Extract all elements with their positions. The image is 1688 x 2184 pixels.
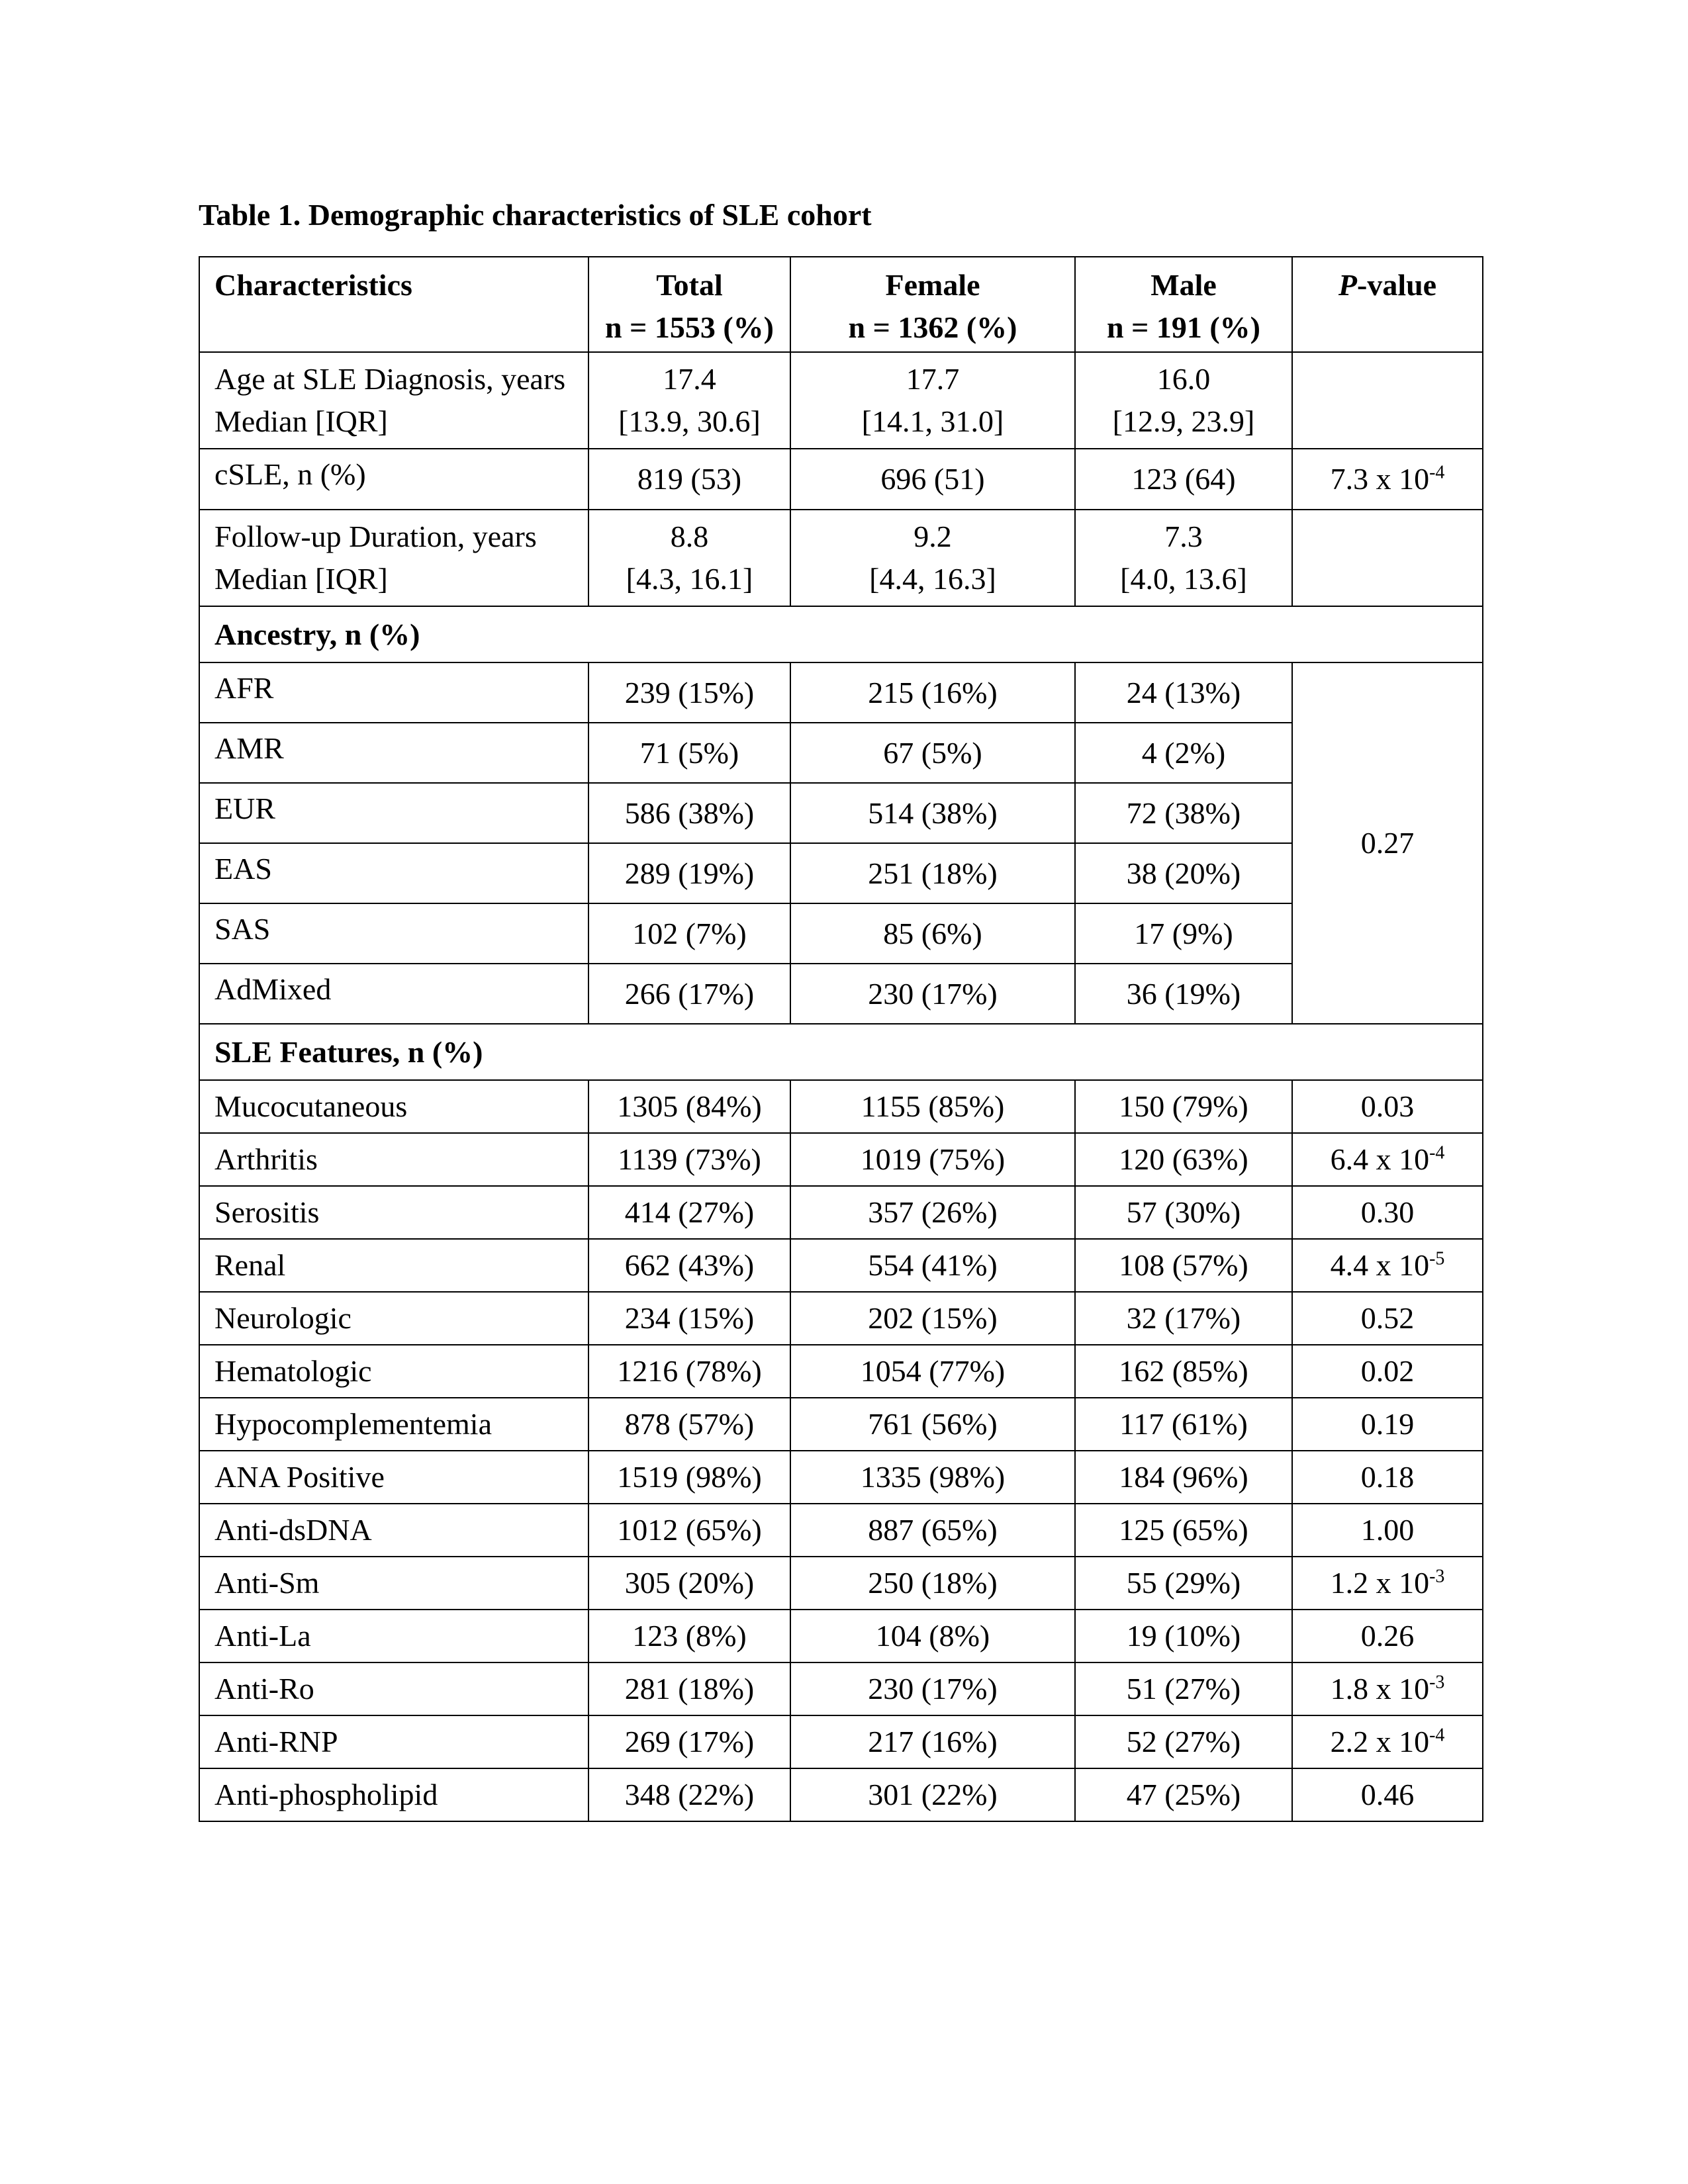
feature-pvalue-base: 6.4 x 10	[1330, 1142, 1430, 1176]
feature-pvalue-exponent: -4	[1429, 1725, 1445, 1746]
ancestry-label: SAS	[199, 903, 588, 964]
feature-label: Renal	[199, 1239, 588, 1292]
ancestry-female: 85 (6%)	[790, 903, 1075, 964]
ancestry-female: 251 (18%)	[790, 843, 1075, 903]
feature-female: 1335 (98%)	[790, 1451, 1075, 1504]
feature-label: Hematologic	[199, 1345, 588, 1398]
ancestry-label: EUR	[199, 783, 588, 843]
feature-female: 202 (15%)	[790, 1292, 1075, 1345]
header-total	[588, 257, 790, 352]
feature-pvalue-base: 1.00	[1360, 1513, 1415, 1547]
header-male-n: n = 191 (%)	[1107, 310, 1260, 344]
followup-total	[588, 510, 790, 606]
csle-row	[199, 449, 1483, 510]
feature-male: 162 (85%)	[1075, 1345, 1292, 1398]
feature-pvalue-base: 0.19	[1360, 1407, 1415, 1441]
table-title: Table 1. Demographic characteristics of SLE cohort	[199, 198, 872, 232]
feature-pvalue	[1292, 1557, 1483, 1610]
feature-pvalue-base: 0.52	[1360, 1301, 1415, 1335]
feature-pvalue-base: 0.03	[1360, 1089, 1415, 1123]
header-row	[199, 257, 1483, 352]
feature-total: 1139 (73%)	[588, 1133, 790, 1186]
ancestry-row	[199, 903, 1483, 964]
ancestry-female: 230 (17%)	[790, 964, 1075, 1024]
feature-pvalue-base: 2.2 x 10	[1330, 1725, 1430, 1758]
feature-female: 104 (8%)	[790, 1610, 1075, 1662]
age-label-line2: Median [IQR]	[214, 404, 388, 438]
followup-male	[1075, 510, 1292, 606]
feature-male: 150 (79%)	[1075, 1080, 1292, 1133]
feature-pvalue-exponent: -4	[1429, 1142, 1445, 1163]
feature-pvalue	[1292, 1292, 1483, 1345]
feature-male: 55 (29%)	[1075, 1557, 1292, 1610]
feature-pvalue-exponent: -3	[1429, 1566, 1445, 1587]
header-total-n: n = 1553 (%)	[605, 310, 774, 344]
feature-label: Hypocomplementemia	[199, 1398, 588, 1451]
feature-female: 357 (26%)	[790, 1186, 1075, 1239]
age-female-iqr: [14.1, 31.0]	[861, 404, 1004, 438]
header-male-label: Male	[1150, 268, 1217, 302]
feature-pvalue	[1292, 1504, 1483, 1557]
feature-pvalue-exponent: -5	[1429, 1248, 1445, 1269]
feature-total: 878 (57%)	[588, 1398, 790, 1451]
feature-total: 305 (20%)	[588, 1557, 790, 1610]
followup-label-line1: Follow-up Duration, years	[214, 520, 537, 553]
features-body	[199, 1080, 1483, 1821]
csle-female: 696 (51)	[790, 449, 1075, 510]
age-female	[790, 352, 1075, 449]
feature-pvalue-base: 0.02	[1360, 1354, 1415, 1388]
ancestry-row	[199, 964, 1483, 1024]
feature-total: 281 (18%)	[588, 1662, 790, 1715]
feature-row	[199, 1345, 1483, 1398]
ancestry-label: EAS	[199, 843, 588, 903]
feature-total: 414 (27%)	[588, 1186, 790, 1239]
followup-pvalue	[1292, 510, 1483, 606]
followup-male-iqr: [4.0, 13.6]	[1120, 562, 1247, 596]
feature-male: 125 (65%)	[1075, 1504, 1292, 1557]
ancestry-male: 4 (2%)	[1075, 723, 1292, 783]
feature-pvalue	[1292, 1080, 1483, 1133]
features-heading: SLE Features, n (%)	[199, 1024, 1483, 1080]
feature-pvalue-base: 1.2 x 10	[1330, 1566, 1430, 1600]
followup-female-median: 9.2	[914, 520, 952, 553]
header-pvalue-rest: -value	[1357, 268, 1437, 302]
feature-pvalue-base: 0.26	[1360, 1619, 1415, 1653]
feature-pvalue	[1292, 1768, 1483, 1821]
ancestry-total: 239 (15%)	[588, 662, 790, 723]
ancestry-total: 71 (5%)	[588, 723, 790, 783]
feature-row	[199, 1715, 1483, 1768]
followup-label-line2: Median [IQR]	[214, 562, 388, 596]
ancestry-label: AMR	[199, 723, 588, 783]
csle-male: 123 (64)	[1075, 449, 1292, 510]
feature-male: 52 (27%)	[1075, 1715, 1292, 1768]
feature-total: 269 (17%)	[588, 1715, 790, 1768]
feature-male: 117 (61%)	[1075, 1398, 1292, 1451]
feature-total: 1519 (98%)	[588, 1451, 790, 1504]
feature-pvalue	[1292, 1345, 1483, 1398]
age-row	[199, 352, 1483, 449]
ancestry-section-row	[199, 606, 1483, 662]
feature-pvalue	[1292, 1186, 1483, 1239]
feature-male: 57 (30%)	[1075, 1186, 1292, 1239]
ancestry-pvalue: 0.27	[1292, 662, 1483, 1024]
feature-pvalue	[1292, 1662, 1483, 1715]
feature-female: 301 (22%)	[790, 1768, 1075, 1821]
feature-male: 51 (27%)	[1075, 1662, 1292, 1715]
age-label	[199, 352, 588, 449]
followup-row	[199, 510, 1483, 606]
ancestry-male: 72 (38%)	[1075, 783, 1292, 843]
age-male-iqr: [12.9, 23.9]	[1112, 404, 1255, 438]
ancestry-female: 67 (5%)	[790, 723, 1075, 783]
ancestry-label: AFR	[199, 662, 588, 723]
feature-label: Mucocutaneous	[199, 1080, 588, 1133]
ancestry-total: 586 (38%)	[588, 783, 790, 843]
header-pvalue-italic: P	[1338, 268, 1357, 302]
followup-male-median: 7.3	[1164, 520, 1203, 553]
feature-female: 554 (41%)	[790, 1239, 1075, 1292]
header-female	[790, 257, 1075, 352]
feature-row	[199, 1557, 1483, 1610]
feature-female: 761 (56%)	[790, 1398, 1075, 1451]
feature-female: 217 (16%)	[790, 1715, 1075, 1768]
feature-male: 19 (10%)	[1075, 1610, 1292, 1662]
followup-total-iqr: [4.3, 16.1]	[626, 562, 753, 596]
ancestry-total: 266 (17%)	[588, 964, 790, 1024]
header-characteristics: Characteristics	[199, 257, 588, 352]
feature-total: 1012 (65%)	[588, 1504, 790, 1557]
feature-total: 234 (15%)	[588, 1292, 790, 1345]
feature-pvalue	[1292, 1239, 1483, 1292]
feature-female: 1019 (75%)	[790, 1133, 1075, 1186]
feature-row	[199, 1133, 1483, 1186]
feature-female: 887 (65%)	[790, 1504, 1075, 1557]
feature-label: Serositis	[199, 1186, 588, 1239]
feature-female: 1054 (77%)	[790, 1345, 1075, 1398]
csle-pvalue-exponent: -4	[1429, 462, 1445, 483]
feature-row	[199, 1451, 1483, 1504]
feature-row	[199, 1504, 1483, 1557]
feature-total: 123 (8%)	[588, 1610, 790, 1662]
feature-row	[199, 1398, 1483, 1451]
feature-label: Anti-Ro	[199, 1662, 588, 1715]
feature-pvalue-base: 4.4 x 10	[1330, 1248, 1430, 1282]
feature-female: 230 (17%)	[790, 1662, 1075, 1715]
header-total-label: Total	[656, 268, 723, 302]
feature-row	[199, 1239, 1483, 1292]
feature-male: 32 (17%)	[1075, 1292, 1292, 1345]
feature-pvalue	[1292, 1610, 1483, 1662]
feature-pvalue	[1292, 1715, 1483, 1768]
feature-pvalue-base: 0.46	[1360, 1778, 1415, 1811]
age-total-median: 17.4	[663, 362, 716, 396]
feature-label: Anti-La	[199, 1610, 588, 1662]
feature-label: Anti-phospholipid	[199, 1768, 588, 1821]
feature-label: Anti-RNP	[199, 1715, 588, 1768]
ancestry-male: 36 (19%)	[1075, 964, 1292, 1024]
header-pvalue	[1292, 257, 1483, 352]
feature-pvalue	[1292, 1133, 1483, 1186]
followup-label	[199, 510, 588, 606]
feature-male: 184 (96%)	[1075, 1451, 1292, 1504]
feature-pvalue-base: 0.30	[1360, 1195, 1415, 1229]
age-total-iqr: [13.9, 30.6]	[618, 404, 761, 438]
feature-female: 250 (18%)	[790, 1557, 1075, 1610]
feature-total: 1216 (78%)	[588, 1345, 790, 1398]
feature-total: 662 (43%)	[588, 1239, 790, 1292]
age-male-median: 16.0	[1156, 362, 1211, 396]
feature-male: 108 (57%)	[1075, 1239, 1292, 1292]
header-male	[1075, 257, 1292, 352]
ancestry-row	[199, 783, 1483, 843]
header-female-label: Female	[885, 268, 980, 302]
ancestry-male: 38 (20%)	[1075, 843, 1292, 903]
ancestry-total: 289 (19%)	[588, 843, 790, 903]
csle-pvalue	[1292, 449, 1483, 510]
ancestry-row	[199, 662, 1483, 723]
feature-row	[199, 1186, 1483, 1239]
age-total	[588, 352, 790, 449]
ancestry-female: 215 (16%)	[790, 662, 1075, 723]
demographics-table	[199, 256, 1483, 1822]
age-pvalue	[1292, 352, 1483, 449]
csle-label: cSLE, n (%)	[199, 449, 588, 510]
ancestry-total: 102 (7%)	[588, 903, 790, 964]
age-male	[1075, 352, 1292, 449]
followup-female-iqr: [4.4, 16.3]	[869, 562, 996, 596]
ancestry-row	[199, 723, 1483, 783]
feature-label: Arthritis	[199, 1133, 588, 1186]
header-female-n: n = 1362 (%)	[848, 310, 1017, 344]
ancestry-row	[199, 843, 1483, 903]
age-label-line1: Age at SLE Diagnosis, years	[214, 362, 566, 396]
feature-row	[199, 1768, 1483, 1821]
feature-male: 47 (25%)	[1075, 1768, 1292, 1821]
ancestry-heading: Ancestry, n (%)	[199, 606, 1483, 662]
feature-pvalue	[1292, 1451, 1483, 1504]
ancestry-label: AdMixed	[199, 964, 588, 1024]
feature-pvalue	[1292, 1398, 1483, 1451]
feature-label: Anti-Sm	[199, 1557, 588, 1610]
age-female-median: 17.7	[906, 362, 960, 396]
feature-row	[199, 1610, 1483, 1662]
feature-total: 1305 (84%)	[588, 1080, 790, 1133]
ancestry-male: 24 (13%)	[1075, 662, 1292, 723]
feature-label: ANA Positive	[199, 1451, 588, 1504]
features-section-row	[199, 1024, 1483, 1080]
feature-row	[199, 1292, 1483, 1345]
feature-row	[199, 1080, 1483, 1133]
feature-total: 348 (22%)	[588, 1768, 790, 1821]
followup-total-median: 8.8	[670, 520, 709, 553]
feature-pvalue-base: 1.8 x 10	[1330, 1672, 1430, 1706]
ancestry-male: 17 (9%)	[1075, 903, 1292, 964]
feature-pvalue-base: 0.18	[1360, 1460, 1415, 1494]
csle-total: 819 (53)	[588, 449, 790, 510]
followup-female	[790, 510, 1075, 606]
feature-row	[199, 1662, 1483, 1715]
feature-male: 120 (63%)	[1075, 1133, 1292, 1186]
ancestry-female: 514 (38%)	[790, 783, 1075, 843]
feature-label: Anti-dsDNA	[199, 1504, 588, 1557]
feature-pvalue-exponent: -3	[1429, 1672, 1445, 1693]
csle-pvalue-base: 7.3 x 10	[1330, 462, 1430, 496]
feature-female: 1155 (85%)	[790, 1080, 1075, 1133]
feature-label: Neurologic	[199, 1292, 588, 1345]
